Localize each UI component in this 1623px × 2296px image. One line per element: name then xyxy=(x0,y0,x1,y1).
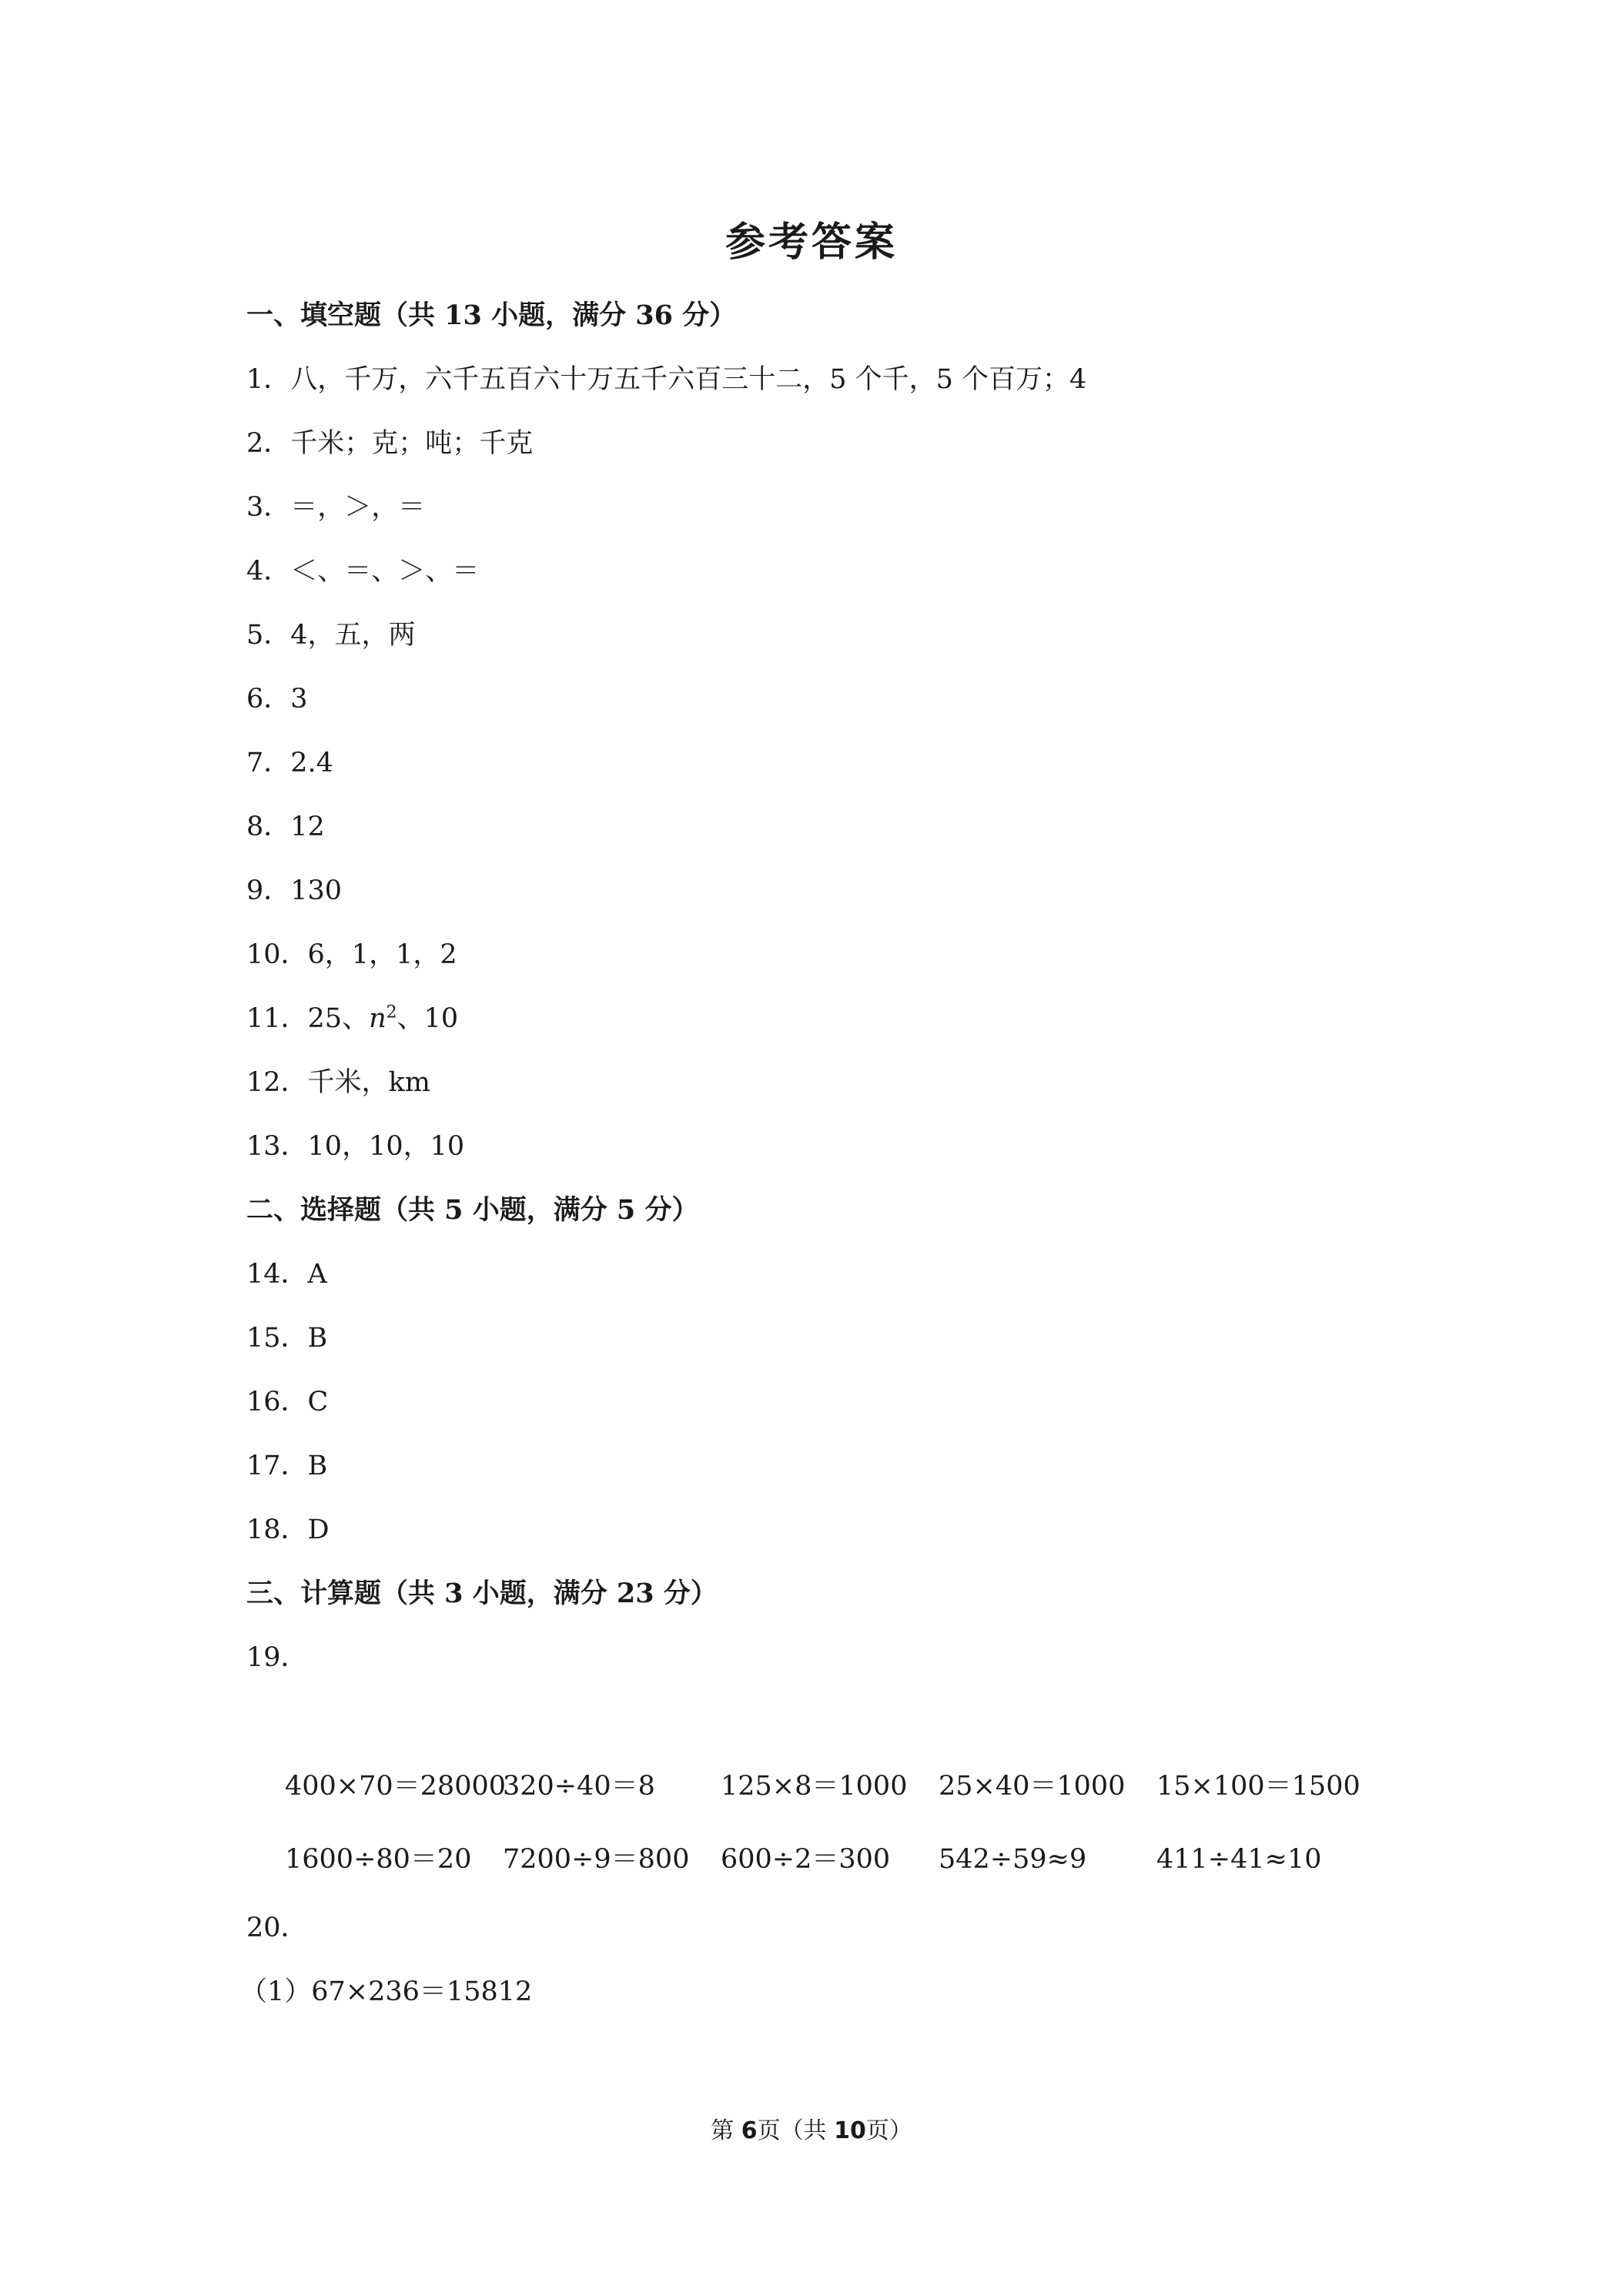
answer-12: 12．千米，km xyxy=(246,1067,430,1098)
section-heading-calculation: 三、计算题（共 3 小题，满分 23 分） xyxy=(246,1578,718,1609)
answer-11-exponent: 2 xyxy=(386,1002,397,1022)
answer-3: 3．＝，＞，＝ xyxy=(246,492,426,523)
question-19-label: 19． xyxy=(246,1642,308,1673)
answer-8: 8．12 xyxy=(246,812,325,842)
calc-cell: 600÷2＝300 xyxy=(721,1844,891,1875)
calc-cell: 125×8＝1000 xyxy=(721,1771,908,1802)
answer-5: 5．4，五，两 xyxy=(246,620,416,651)
page-footer xyxy=(0,2111,1623,2145)
calc-cell: 1600÷80＝20 xyxy=(285,1844,472,1875)
answer-10: 10．6，1，1，2 xyxy=(246,939,457,970)
question-20-label: 20． xyxy=(246,1913,308,1943)
answer-13: 13．10，10，10 xyxy=(246,1131,465,1162)
answer-9: 9．130 xyxy=(246,875,343,906)
calc-cell: 411÷41≈10 xyxy=(1156,1844,1322,1875)
answer-7: 7．2.4 xyxy=(246,748,333,778)
answer-16: 16．C xyxy=(246,1387,329,1417)
footer-total-pages: 10 xyxy=(834,2117,866,2144)
answer-17: 17．B xyxy=(246,1451,328,1481)
calc-cell: 7200÷9＝800 xyxy=(503,1844,690,1875)
answer-18: 18．D xyxy=(246,1514,330,1545)
calc-cell: 15×100＝1500 xyxy=(1156,1771,1360,1802)
page-title: 参考答案 xyxy=(724,219,898,266)
answer-15: 15．B xyxy=(246,1323,328,1354)
answer-4: 4．＜、＝、＞、＝ xyxy=(246,556,480,587)
answer-1: 1．八，千万，六千五百六十万五千六百三十二，5 个千，5 个百万；4 xyxy=(246,364,1087,395)
footer-page-number: 6 xyxy=(741,2117,758,2144)
answer-2: 2．千米；克；吨；千克 xyxy=(246,428,534,459)
answer-14: 14．A xyxy=(246,1259,327,1290)
section-heading-multiple-choice: 二、选择题（共 5 小题，满分 5 分） xyxy=(246,1194,699,1226)
answer-11 xyxy=(246,1002,458,1036)
answer-11-prefix: 11．25、 xyxy=(246,1003,370,1034)
question-20-part-1: （1）67×236＝15812 xyxy=(240,1976,533,2007)
answer-11-suffix: 、10 xyxy=(397,1003,459,1034)
calc-cell: 320÷40＝8 xyxy=(503,1771,655,1802)
section-heading-fill-in: 一、填空题（共 13 小题，满分 36 分） xyxy=(246,300,737,331)
footer-suffix: 页） xyxy=(865,2117,912,2144)
footer-prefix: 第 xyxy=(711,2117,741,2144)
footer-middle: 页（共 xyxy=(757,2117,835,2144)
answer-6: 6．3 xyxy=(246,684,308,715)
answer-11-variable: n xyxy=(369,1003,387,1034)
calc-cell: 25×40＝1000 xyxy=(939,1771,1126,1802)
calc-cell: 542÷59≈9 xyxy=(939,1844,1087,1875)
calc-cell: 400×70＝28000 xyxy=(285,1771,507,1802)
